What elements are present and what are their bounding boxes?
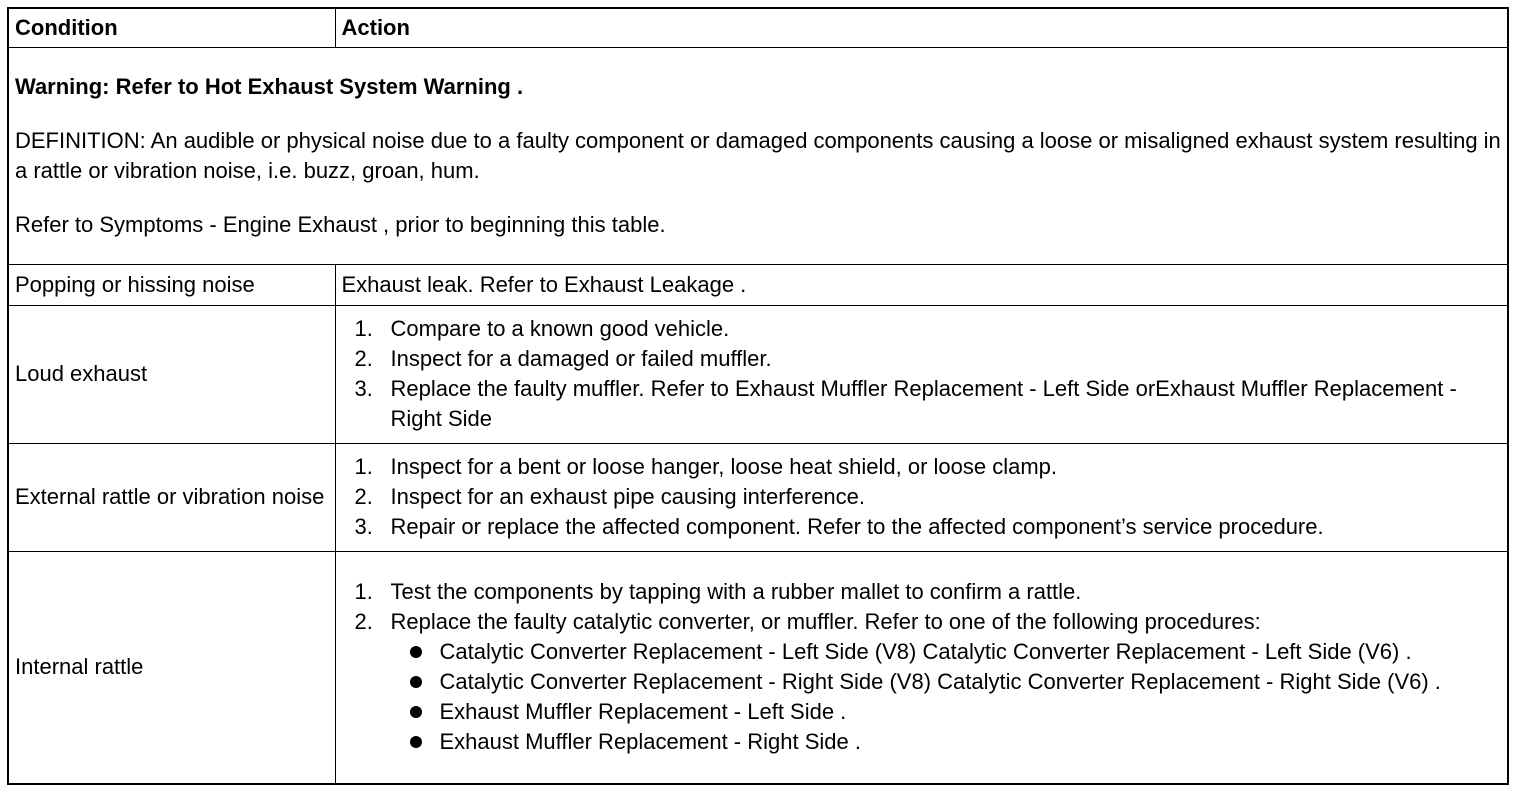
step-number: 3.	[354, 514, 373, 540]
procedure-list	[391, 637, 1502, 757]
step-list	[342, 452, 1502, 542]
step-text: Inspect for a bent or loose hanger, loose heat shield, or loose clamp.	[390, 454, 1058, 480]
step-item	[342, 482, 1502, 512]
table-row	[8, 264, 1508, 305]
bullet-icon	[410, 736, 422, 748]
step-number: 2.	[354, 609, 373, 635]
bullet-icon	[410, 646, 422, 658]
step-item	[342, 512, 1502, 542]
condition-cell: Loud exhaust	[8, 305, 335, 443]
header-row	[8, 8, 1508, 48]
step-list	[342, 577, 1502, 757]
table-row	[8, 305, 1508, 443]
procedure-text: Catalytic Converter Replacement - Left Side (V8) Catalytic Converter Replacement - Left Side (V6) .	[439, 639, 1412, 665]
definition-text: DEFINITION: An audible or physical noise due to a faulty component or damaged components causing a loose or misaligned exhaust system resulting in a rattle or vibration noise, i.e. buzz, groan, hum.	[15, 127, 1501, 183]
procedure-item	[391, 637, 1502, 667]
diagnostic-table	[7, 7, 1509, 785]
action-cell	[335, 305, 1508, 443]
step-item	[342, 452, 1502, 482]
step-item	[342, 314, 1502, 344]
step-list	[342, 314, 1502, 434]
action-cell	[335, 551, 1508, 784]
step-number: 2.	[354, 484, 373, 510]
step-text: Compare to a known good vehicle.	[390, 316, 730, 342]
warning-text: Warning: Refer to Hot Exhaust System Warning .	[15, 73, 524, 99]
step-number: 1.	[354, 454, 373, 480]
action-cell: Exhaust leak. Refer to Exhaust Leakage .	[335, 264, 1508, 305]
table-row	[8, 443, 1508, 551]
notes-row	[8, 48, 1508, 265]
procedure-text: Exhaust Muffler Replacement - Right Side .	[439, 729, 861, 755]
step-item	[342, 344, 1502, 374]
notes-cell	[8, 48, 1508, 265]
step-item	[342, 577, 1502, 607]
bullet-icon	[410, 676, 422, 688]
procedure-text: Exhaust Muffler Replacement - Left Side .	[439, 699, 847, 725]
procedure-text: Catalytic Converter Replacement - Right Side (V8) Catalytic Converter Replacement - Right Side (V6) .	[439, 669, 1441, 695]
action-cell	[335, 443, 1508, 551]
procedure-item	[391, 697, 1502, 727]
step-number: 3.	[354, 376, 373, 402]
condition-cell: External rattle or vibration noise	[8, 443, 335, 551]
step-text: Replace the faulty muffler. Refer to Exhaust Muffler Replacement - Left Side orExhaust Muffler Replacement - Right Side	[390, 376, 1457, 432]
action-header: Action	[335, 8, 1508, 48]
table-row	[8, 551, 1508, 784]
step-item	[342, 607, 1502, 757]
step-text: Replace the faulty catalytic converter, or muffler. Refer to one of the following procedures:	[390, 609, 1261, 635]
step-text: Repair or replace the affected component. Refer to the affected component’s service procedure.	[390, 514, 1324, 540]
bullet-icon	[410, 706, 422, 718]
step-number: 1.	[354, 316, 373, 342]
condition-cell: Popping or hissing noise	[8, 264, 335, 305]
procedure-item	[391, 727, 1502, 757]
condition-header: Condition	[8, 8, 335, 48]
procedure-item	[391, 667, 1502, 697]
step-number: 2.	[354, 346, 373, 372]
step-text: Inspect for a damaged or failed muffler.	[390, 346, 772, 372]
step-text: Test the components by tapping with a rubber mallet to confirm a rattle.	[390, 579, 1082, 605]
step-text: Inspect for an exhaust pipe causing interference.	[390, 484, 866, 510]
step-item	[342, 374, 1502, 434]
condition-cell: Internal rattle	[8, 551, 335, 784]
refer-text: Refer to Symptoms - Engine Exhaust , prior to beginning this table.	[15, 211, 666, 237]
step-number: 1.	[354, 579, 373, 605]
